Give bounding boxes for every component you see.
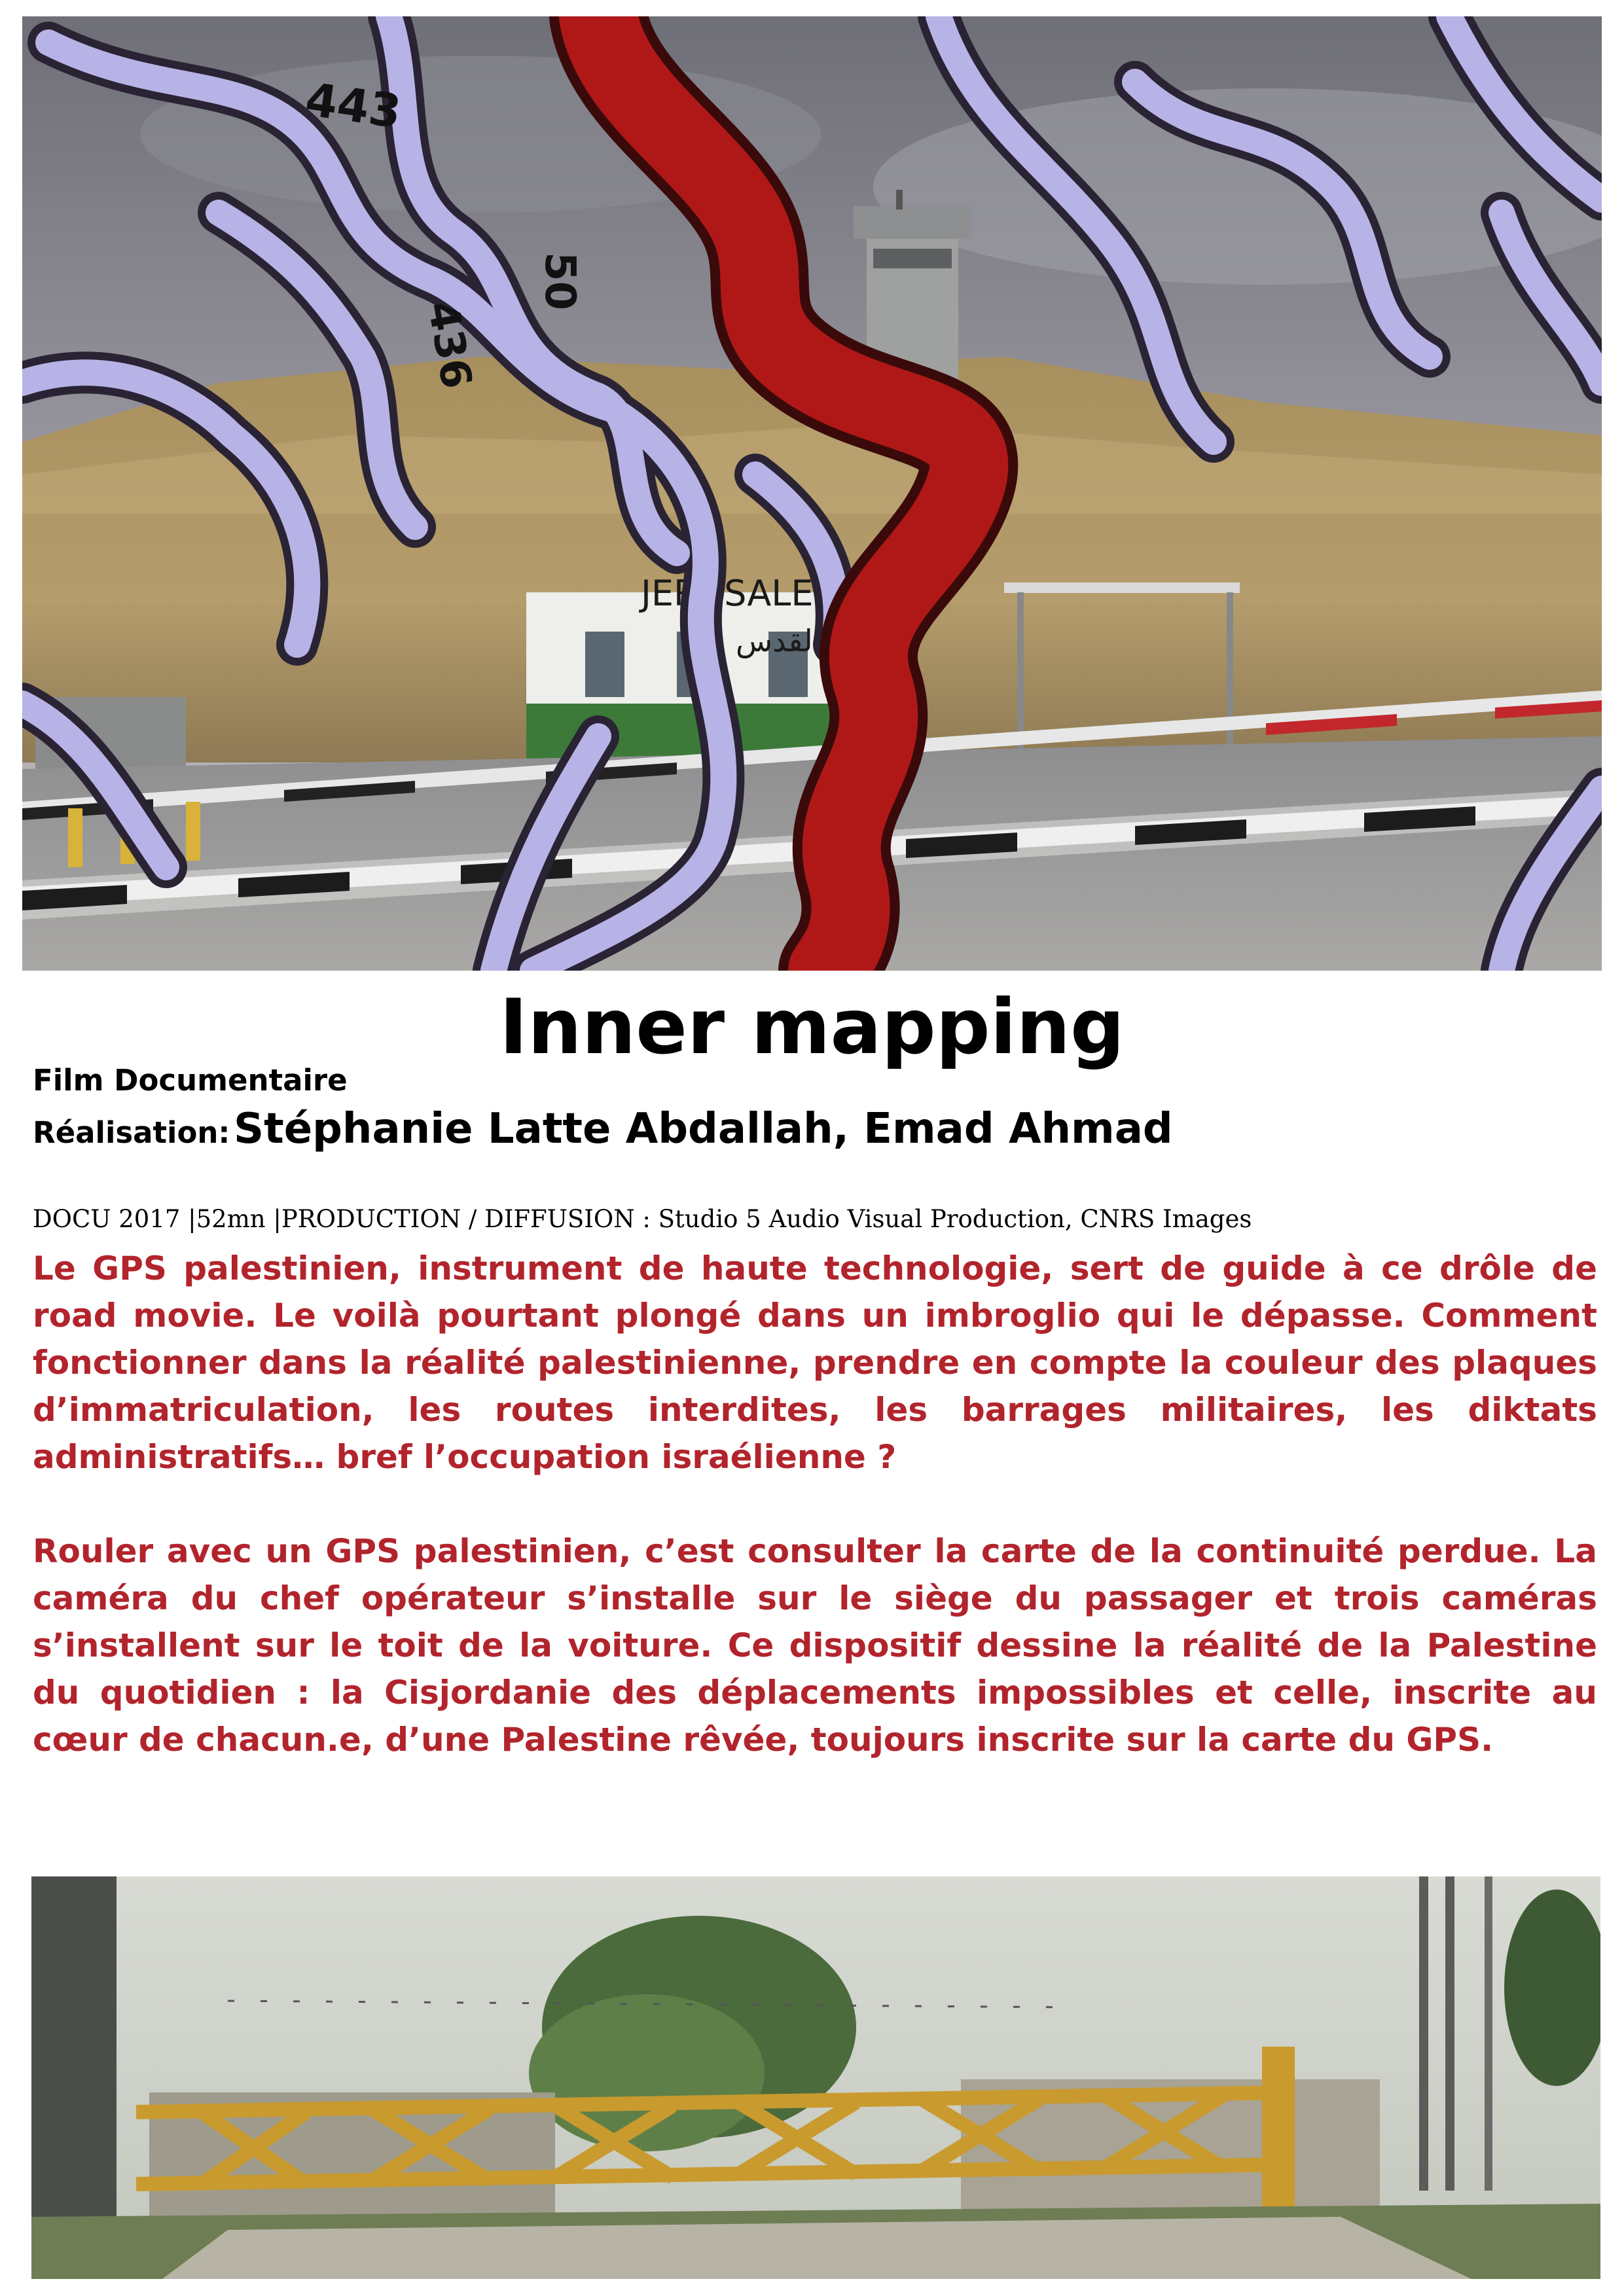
film-title: Inner mapping bbox=[499, 983, 1125, 1071]
directors-names: Stéphanie Latte Abdallah, Emad Ahmad bbox=[234, 1105, 1173, 1153]
direction-label: Réalisation: bbox=[33, 1115, 230, 1150]
road-number-50: 50 bbox=[535, 252, 584, 311]
road-number-443: 443 bbox=[302, 72, 405, 139]
synopsis bbox=[33, 1245, 1597, 1763]
film-genre: Film Documentaire bbox=[33, 1063, 348, 1098]
road-number-436: 436 bbox=[418, 297, 481, 393]
top-photo-checkpoint-map bbox=[22, 16, 1602, 971]
synopsis-paragraph-2: Rouler avec un GPS palestinien, c’est consulter la carte de la continuité perdue. La caméra du chef opérateur s’installe sur le siège du passager et trois caméras s’installent sur le toit de la voiture. Ce dispositif dessine la réalité de la Palestine du quotidien : la Cisjordanie des déplacements impossibles et celle, inscrite au cœur de chacun.e, d’une Palestine rêvée, toujours inscrite sur la carte du GPS. bbox=[33, 1532, 1597, 1759]
film-credits bbox=[33, 1105, 1173, 1153]
synopsis-paragraph-1: Le GPS palestinien, instrument de haute technologie, sert de guide à ce drôle de road movie. Le voilà pourtant plongé dans un imbroglio qui le dépasse. Comment fonctionner dans la réalité palestinienne, prendre en compte la couleur des plaques d’immatriculation, les routes interdites, les barrages militaires, les diktats administratifs… bref l’occupation israélienne ? bbox=[33, 1249, 1597, 1476]
bottom-photo-gate bbox=[31, 1876, 1600, 2279]
sign-arabic-text: القدس bbox=[736, 623, 821, 658]
film-meta-line: DOCU 2017 |52mn |PRODUCTION / DIFFUSION : Studio 5 Audio Visual Production, CNRS Images bbox=[33, 1205, 1252, 1233]
sign-jerusalem-text: JERUSALEM bbox=[641, 573, 844, 614]
